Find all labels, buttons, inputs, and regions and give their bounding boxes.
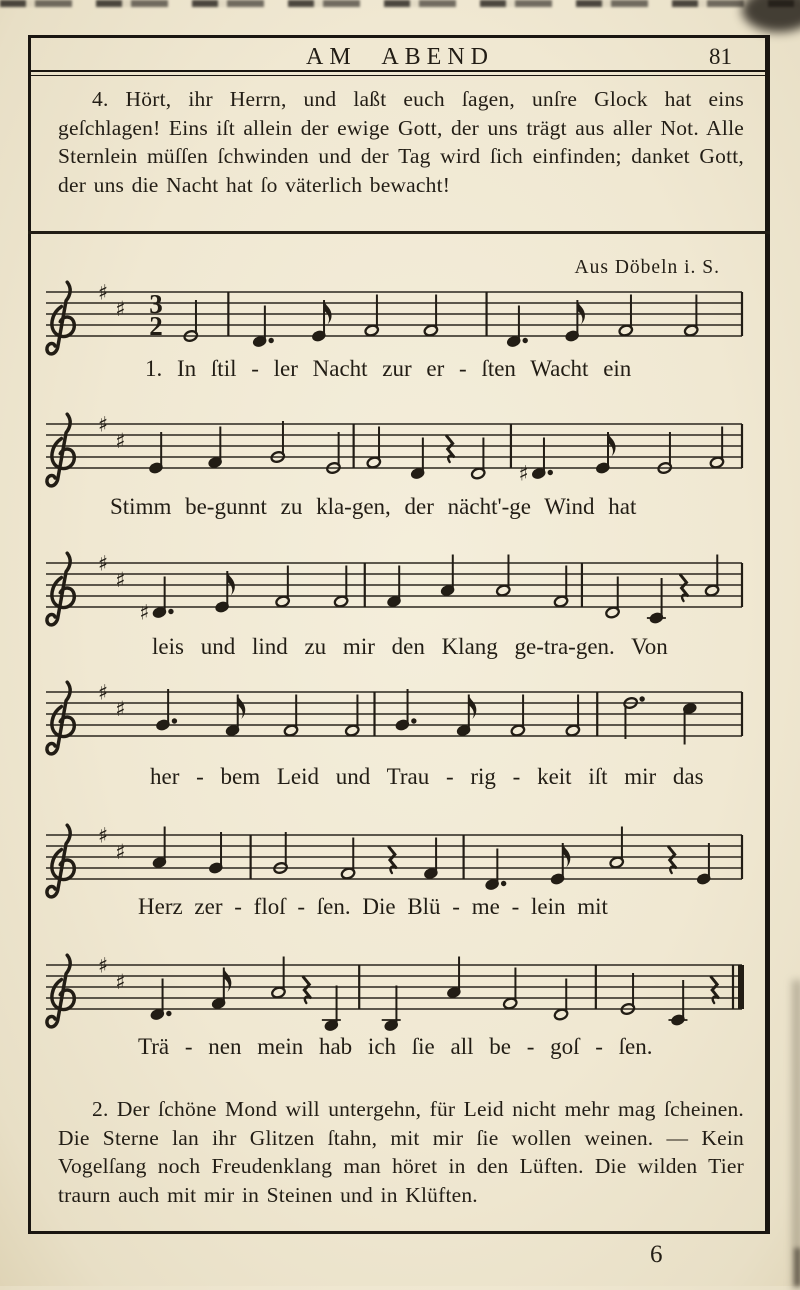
svg-text:2: 2 [149,311,163,341]
section-divider-rule [28,231,770,234]
svg-text:♯: ♯ [97,551,109,576]
music-staff-4 [44,672,744,776]
svg-text:♯: ♯ [115,697,126,721]
lyric-line-4: her - bem Leid und Trau - rig - keit iſt mir das [150,764,704,789]
svg-text:♯: ♯ [115,568,126,592]
lyric-line-5: Herz zer - floſ - ſen. Die Blü - me - lein mit [138,894,608,919]
svg-text:♯: ♯ [97,280,109,305]
svg-text:♯: ♯ [518,461,529,486]
page-number: 81 [709,44,732,69]
scan-edge-mark [794,1248,800,1286]
svg-text:♯: ♯ [115,297,126,321]
svg-text:♯: ♯ [97,823,109,848]
svg-text:♯: ♯ [139,600,150,625]
lyric-line-6: Trä - nen mein hab ich ſie all be - goſ - ſen. [138,1034,653,1059]
svg-text:♯: ♯ [97,953,109,978]
running-head-title: AM ABEND [305,44,494,70]
lyric-line-2: Stimm be-gunnt zu kla-gen, der nächt'-ge Wind hat [110,494,637,519]
music-staff-3 [44,543,744,647]
tune-attribution: Aus Döbeln i. S. [574,257,720,278]
svg-text:♯: ♯ [115,429,126,453]
verse-2-text: 2. Der ſchöne Mond will untergehn, für Leid nicht mehr mag ſcheinen. Die Sterne lan ihr Glitzen ſtahn, mit mir ſie wollen weinen. — Kein Vogelſang noch Freudenklang man höret in den Lüften. Die wilden Tier traurn auch mit mir in Steinen und in Klüften. [58,1097,744,1207]
lyric-line-3: leis und lind zu mir den Klang ge-tra-gen. Von [152,634,668,659]
svg-text:♯: ♯ [97,412,109,437]
verse-4-text: 4. Hört, ihr Herrn, und laßt euch ſagen, unſre Glock hat eins geſchlagen! Eins iſt allein der ewige Gott, der uns trägt aus aller Not. Alle Sternlein müſſen ſchwinden und der Tag wird ſich einfinden; danket Gott, der uns die Nacht hat ſo väterlich bewacht! [58,87,744,197]
music-staff-2 [44,404,744,508]
svg-text:♯: ♯ [97,680,109,705]
svg-text:♯: ♯ [115,970,126,994]
footer-page-number: 6 [650,1241,663,1268]
scan-edge-smudge [0,0,800,7]
scan-corner-smudge [742,0,800,32]
svg-text:3: 3 [149,289,163,319]
scan-edge-shadow [792,980,800,1290]
lyric-line-1: 1. In ſtil - ler Nacht zur er - ſten Wacht ein [145,356,632,381]
svg-text:♯: ♯ [115,840,126,864]
